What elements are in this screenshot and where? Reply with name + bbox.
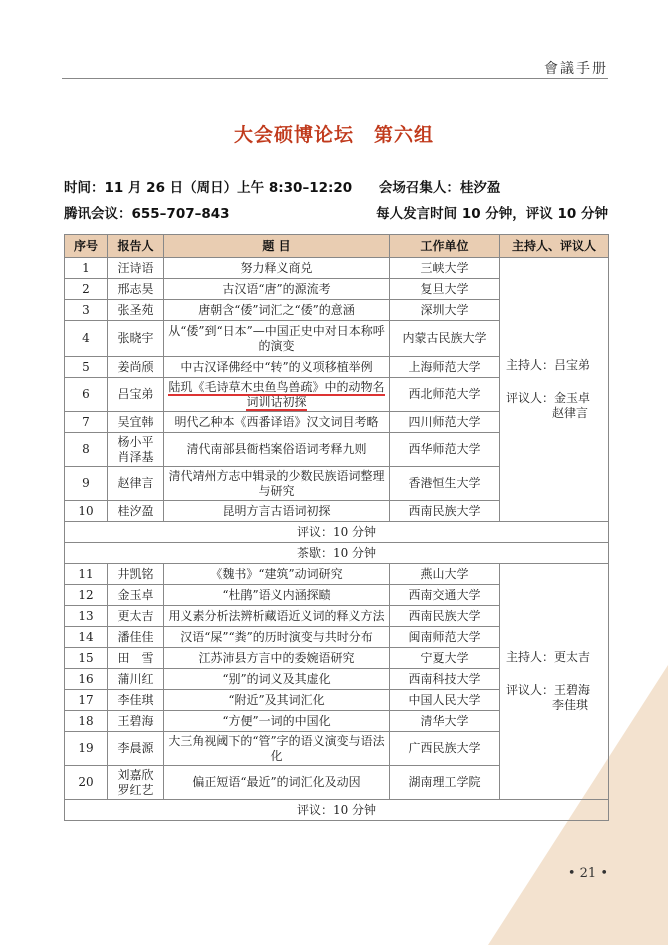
row-title [164,321,390,357]
row-number: 17 [65,690,108,711]
header-title: 题 目 [164,235,390,258]
row-reporter: 汪诗语 [108,258,164,279]
row-reporter: 吴宜韩 [108,412,164,433]
row-number: 1 [65,258,108,279]
row-title [164,300,390,321]
row-number: 11 [65,564,108,585]
row-title-text: 大三角视阈下的“管”字的语义演变与语法化 [168,733,385,763]
header-no: 序号 [65,235,108,258]
row-number: 9 [65,467,108,501]
row-title-text: “方便”一词的中国化 [222,713,331,728]
row-title-text: 《魏书》“建筑”动词研究 [210,566,343,581]
row-title [164,585,390,606]
row-title-text: 从“倭”到“日本”—中国正史中对日本称呼的演变 [168,323,385,353]
row-title-text: 昆明方言古语词初探 [222,503,331,518]
row-unit: 宁夏大学 [390,648,500,669]
row-title [164,766,390,800]
host-gap [506,373,606,391]
host-name: 主持人：更太吉 [506,650,591,664]
row-title-text: 中古汉译佛经中“转”的义项移植举例 [180,359,373,374]
row-unit: 西南民族大学 [390,606,500,627]
header-reporter: 报告人 [108,235,164,258]
row-unit: 广西民族大学 [390,732,500,766]
row-title [164,501,390,522]
row-reporter: 杨小平 肖泽基 [108,433,164,467]
row-title-text: 用义素分析法辨析藏语近义词的释义方法 [168,608,385,623]
row-title [164,433,390,467]
row-number: 12 [65,585,108,606]
header-title: 會議手册 [544,61,608,77]
row-reporter: 吕宝弟 [108,378,164,412]
row-reporter: 张晓宇 [108,321,164,357]
row-title [164,378,390,412]
reviewer-name: 评议人：王碧海 [506,683,591,697]
row-unit: 西华师范大学 [390,433,500,467]
row-reporter: 姜尚颀 [108,357,164,378]
row-title-text: 努力释义商兑 [240,260,313,275]
table-row [65,543,609,564]
row-reporter: 蒲川红 [108,669,164,690]
row-title [164,690,390,711]
info-row-meeting [64,202,608,222]
table-row [65,564,609,585]
host-gap [506,665,606,683]
row-unit: 清华大学 [390,711,500,732]
row-title [164,732,390,766]
row-title-text: 清代靖州方志中辑录的少数民族语词整理与研究 [168,468,385,498]
row-number: 3 [65,300,108,321]
row-number: 4 [65,321,108,357]
row-number: 5 [65,357,108,378]
speaking-rule-text: 每人发言时间 10 分钟，评议 10 分钟 [376,206,608,222]
row-unit: 三峡大学 [390,258,500,279]
row-title [164,258,390,279]
row-unit: 闽南师范大学 [390,627,500,648]
row-number: 14 [65,627,108,648]
row-number: 13 [65,606,108,627]
row-number: 19 [65,732,108,766]
row-title-text: 古汉语“唐”的源流考 [222,281,331,296]
row-reporter: 更太吉 [108,606,164,627]
page-title: 大会硕博论坛 第六组 [233,124,434,146]
row-title [164,357,390,378]
table-header-row [65,235,609,258]
info-row-time [64,176,608,196]
row-unit: 四川师范大学 [390,412,500,433]
row-number: 18 [65,711,108,732]
row-unit: 湖南理工学院 [390,766,500,800]
row-unit: 燕山大学 [390,564,500,585]
row-number: 6 [65,378,108,412]
page-number: • 21 • [567,866,608,881]
row-number: 8 [65,433,108,467]
row-title-text: “别”的词义及其虚化 [222,671,331,686]
header-unit: 工作单位 [390,235,500,258]
host-reviewer-cell [500,258,609,522]
row-title-text: 唐朝含“倭”词汇之“倭”的意涵 [198,302,355,317]
row-title [164,669,390,690]
row-reporter: 井凯铭 [108,564,164,585]
row-title-text: 偏正短语“最近”的词汇化及动因 [192,775,361,789]
row-reporter: 赵律言 [108,467,164,501]
reviewer-name: 评议人：金玉卓 [506,391,591,405]
row-reporter: 潘佳佳 [108,627,164,648]
review-time-row: 评议：10 分钟 [65,522,609,543]
row-unit: 复旦大学 [390,279,500,300]
schedule-table [64,234,609,821]
row-unit: 内蒙古民族大学 [390,321,500,357]
row-title-text: 清代南部县衙档案俗语词考释九则 [186,442,367,456]
convener-text: 会场召集人：桂汐盈 [378,180,501,196]
row-title [164,627,390,648]
row-title-text: 陆玑《毛诗草木虫鱼鸟兽疏》中的动物名词训诂初探 [168,379,385,409]
meeting-id-text: 腾讯会议：655–707–843 [64,206,230,222]
row-reporter: 田 雪 [108,648,164,669]
table-row [65,258,609,279]
row-title [164,412,390,433]
tea-break-row: 茶歇：10 分钟 [65,543,609,564]
row-number: 7 [65,412,108,433]
row-number: 2 [65,279,108,300]
row-number: 10 [65,501,108,522]
row-number: 20 [65,766,108,800]
row-unit: 深圳大学 [390,300,500,321]
header-divider [62,78,608,79]
row-reporter: 王碧海 [108,711,164,732]
row-number: 16 [65,669,108,690]
row-reporter: 邢志昊 [108,279,164,300]
row-unit: 西北师范大学 [390,378,500,412]
row-reporter: 李佳琪 [108,690,164,711]
row-unit: 中国人民大学 [390,690,500,711]
row-title-text: “杜鹃”语义内涵探赜 [222,587,331,602]
row-number: 15 [65,648,108,669]
row-title-text: “附近”及其词汇化 [228,692,325,707]
header-host: 主持人、评议人 [500,235,609,258]
host-reviewer-cell [500,564,609,800]
row-title-text: 江苏沛县方言中的委婉语研究 [198,650,355,665]
row-unit: 上海师范大学 [390,357,500,378]
row-reporter: 刘嘉欣 罗红艺 [108,766,164,800]
row-title-text: 汉语“屎”“粪”的历时演变与共时分布 [180,629,373,644]
row-title [164,711,390,732]
table-row [65,522,609,543]
row-reporter: 张圣苑 [108,300,164,321]
row-unit: 西南民族大学 [390,501,500,522]
row-unit: 西南科技大学 [390,669,500,690]
review-time-row: 评议：10 分钟 [65,800,609,821]
reviewer-name-2: 李佳琪 [552,698,589,712]
row-unit: 西南交通大学 [390,585,500,606]
row-title [164,564,390,585]
row-reporter: 李晨源 [108,732,164,766]
row-title-text: 明代乙种本《西番译语》汉文词目考略 [174,414,379,429]
host-name: 主持人：吕宝弟 [506,358,591,372]
time-text: 时间：11 月 26 日（周日）上午 8:30–12:20 [64,180,353,196]
row-title [164,606,390,627]
row-title [164,648,390,669]
row-title [164,467,390,501]
row-reporter: 金玉卓 [108,585,164,606]
row-title [164,279,390,300]
reviewer-name-2: 赵律言 [552,406,589,420]
row-unit: 香港恒生大学 [390,467,500,501]
row-reporter: 桂汐盈 [108,501,164,522]
table-row [65,800,609,821]
